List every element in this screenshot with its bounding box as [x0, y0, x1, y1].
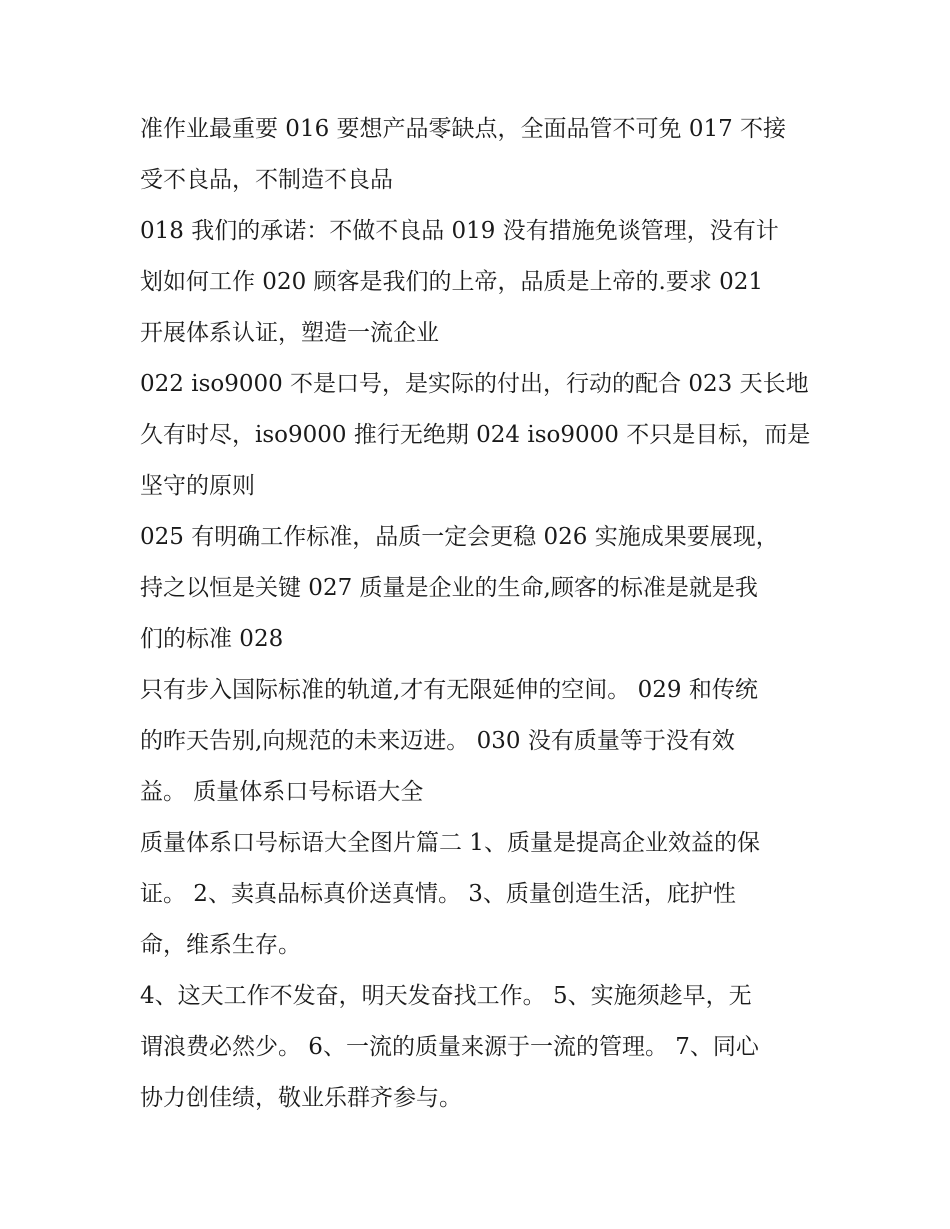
text-line: 坚守的原则: [140, 473, 255, 499]
text-line: 开展体系认证，塑造一流企业: [140, 320, 439, 346]
text-line: 协力创佳绩，敬业乐群齐参与。: [140, 1085, 462, 1111]
text-line: 们的标准 028: [140, 626, 284, 652]
text-line: 只有步入国际标准的轨道,才有无限延伸的空间。 029 和传统: [140, 677, 758, 703]
text-line: 准作业最重要 016 要想产品零缺点，全面品管不可免 017 不接: [140, 116, 787, 142]
text-line: 谓浪费必然少。 6、一流的质量来源于一流的管理。 7、同心: [140, 1034, 759, 1060]
text-line: 的昨天告别,向规范的未来迈进。 030 没有质量等于没有效: [140, 728, 735, 754]
text-line: 久有时尽，iso9000 推行无绝期 024 iso9000 不只是目标，而是: [140, 422, 811, 448]
text-line: 受不良品，不制造不良品: [140, 167, 393, 193]
text-line: 证。 2、卖真品标真价送真情。 3、质量创造生活，庇护性: [140, 881, 736, 907]
text-line: 4、这天工作不发奋，明天发奋找工作。 5、实施须趁早，无: [140, 983, 752, 1009]
text-line: 质量体系口号标语大全图片篇二 1、质量是提高企业效益的保: [140, 830, 760, 856]
text-line: 命，维系生存。: [140, 932, 301, 958]
text-line: 018 我们的承诺：不做不良品 019 没有措施免谈管理，没有计: [140, 218, 779, 244]
text-line: 025 有明确工作标准，品质一定会更稳 026 实施成果要展现，: [140, 524, 779, 550]
text-line: 益。 质量体系口号标语大全: [140, 779, 424, 805]
text-line: 022 iso9000 不是口号，是实际的付出，行动的配合 023 天长地: [140, 371, 809, 397]
text-line: 划如何工作 020 顾客是我们的上帝，品质是上帝的.要求 021: [140, 269, 764, 295]
document-body: [140, 104, 830, 1124]
text-line: 持之以恒是关键 027 质量是企业的生命,顾客的标准是就是我: [140, 575, 758, 601]
